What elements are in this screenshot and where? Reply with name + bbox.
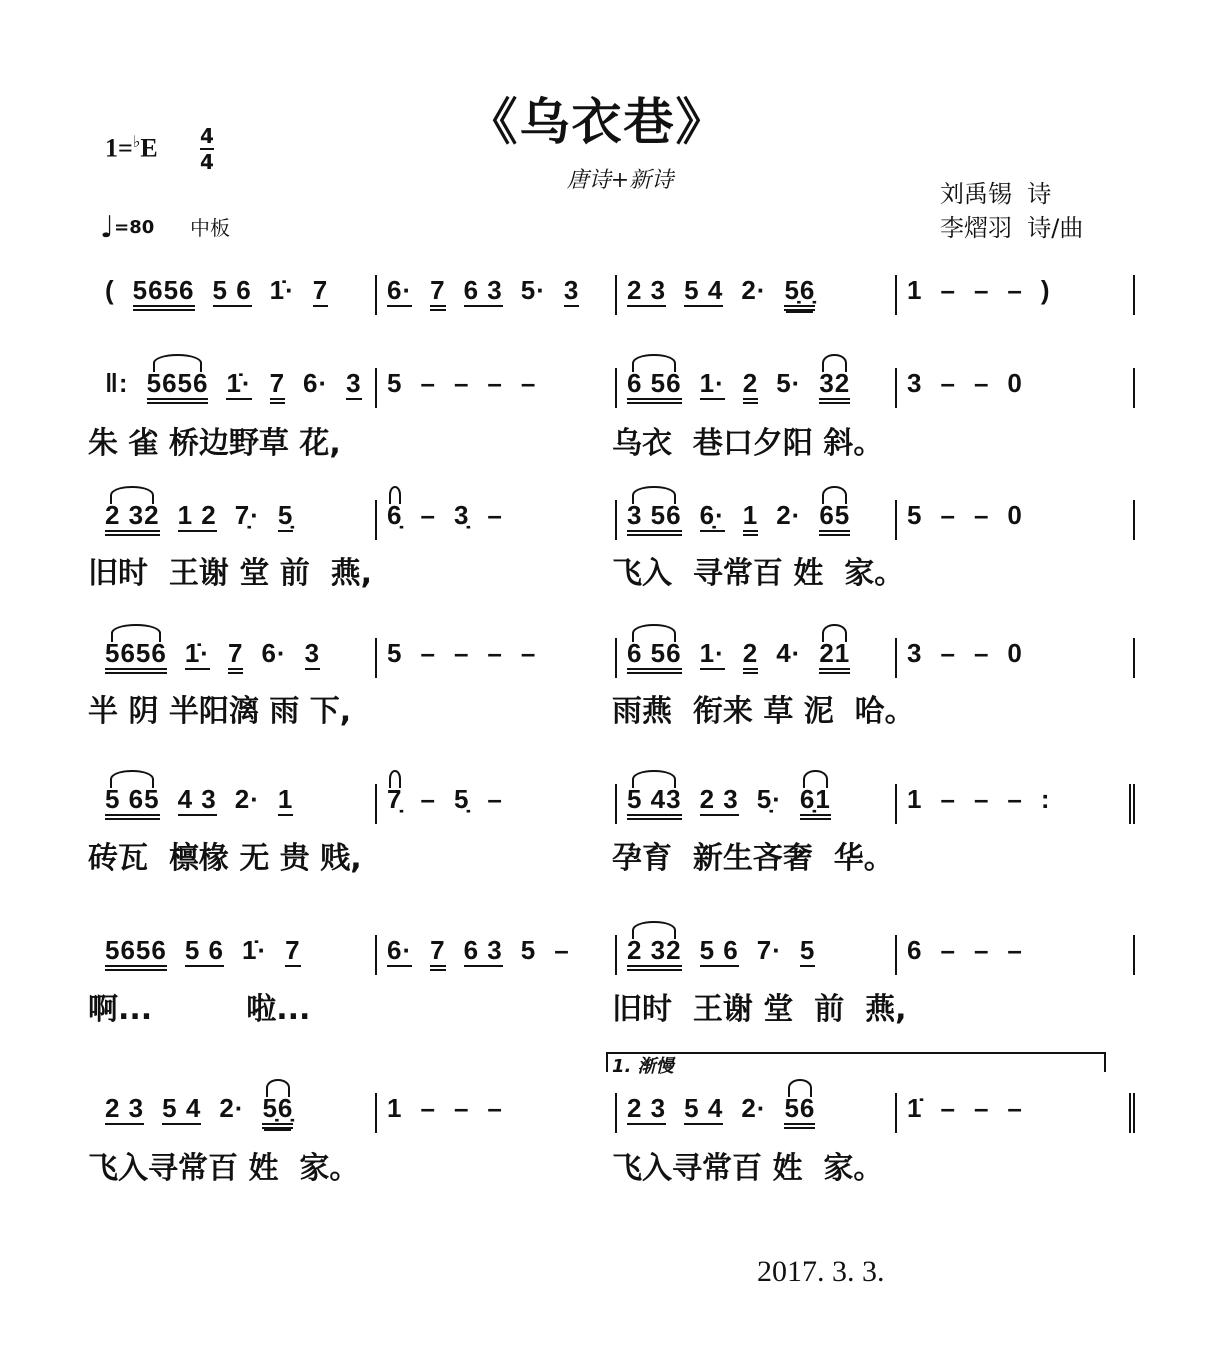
note-group: – xyxy=(973,638,990,668)
note-group: – xyxy=(1007,275,1023,305)
slurred-note-group: 21 xyxy=(819,638,850,674)
slurred-note-group: 5 65 xyxy=(105,784,160,820)
note-group: 1̇· xyxy=(184,638,210,668)
note-group: 7· xyxy=(756,935,782,965)
note-group: – xyxy=(420,1093,436,1123)
note-group: 1· xyxy=(699,368,725,398)
note-group: 2· xyxy=(741,275,767,305)
score-line xyxy=(95,500,1135,540)
note-group: – xyxy=(453,638,470,668)
note-group: 1̇· xyxy=(269,275,295,305)
note-group: – xyxy=(940,1093,956,1123)
note-group: ) xyxy=(1040,275,1051,305)
note-group: – xyxy=(1007,1093,1023,1123)
note-group: 1̇· xyxy=(226,368,252,398)
author-line-1: 刘禹锡 诗 xyxy=(940,180,1052,208)
note-group: 5 6 xyxy=(699,935,739,965)
meter-top: 4 xyxy=(200,124,214,148)
note-group: – xyxy=(487,368,503,398)
lyric-line: 啊... 啦... xyxy=(88,992,311,1027)
measure xyxy=(615,1093,895,1133)
tempo-value: =80 xyxy=(114,217,155,238)
note-group: – xyxy=(487,638,503,668)
note-group: 3 xyxy=(563,275,580,305)
slurred-note-group: 6̣1 xyxy=(800,784,831,820)
slurred-note-group: 2 32 xyxy=(105,500,160,536)
note-group: 3 xyxy=(346,368,362,398)
slurred-note-group: 3 56 xyxy=(627,500,682,536)
measure xyxy=(615,638,895,678)
note-group: – xyxy=(520,368,537,398)
lyric-line: 朱 雀 桥边野草 花, xyxy=(88,426,341,461)
measure xyxy=(895,500,1135,540)
measure xyxy=(615,500,895,540)
note-group: 0 xyxy=(1007,638,1023,668)
note-group: 1̇· xyxy=(242,935,268,965)
note-group: 5· xyxy=(520,275,546,305)
score-line xyxy=(95,784,1135,824)
score-subtitle: 唐诗+新诗 xyxy=(566,168,674,193)
note-group: 5 xyxy=(799,935,816,965)
slurred-note-group: 5 43 xyxy=(627,784,682,820)
measure xyxy=(375,1093,615,1133)
note-group: 2 3 xyxy=(699,784,739,814)
note-group: 7 xyxy=(285,935,301,965)
measure xyxy=(375,935,615,975)
note-group: 7 xyxy=(270,368,285,404)
note-group: 5 4 xyxy=(684,1093,724,1123)
note-group: – xyxy=(1007,935,1023,965)
lyric-line: 半 阴 半阳漓 雨 下, xyxy=(88,694,352,729)
measure xyxy=(95,784,375,824)
note-group: 1 xyxy=(907,784,923,814)
note-group: 6· xyxy=(303,368,329,398)
score-line xyxy=(95,1093,1135,1133)
note-group: 3̣ xyxy=(453,500,470,530)
note-group: 2 3 xyxy=(627,275,667,305)
measure xyxy=(95,275,375,315)
note-group: – xyxy=(554,935,570,965)
note-group: – xyxy=(973,500,990,530)
slurred-note-group: 2 32 xyxy=(627,935,682,971)
note-group: 5 4 xyxy=(162,1093,202,1123)
slurred-note-group: 5̣6̣ xyxy=(262,1093,293,1129)
note-group: 7 xyxy=(228,638,243,674)
note-group: 5656 xyxy=(105,935,167,971)
note-group: 0 xyxy=(1007,368,1023,398)
slurred-note-group: 65 xyxy=(819,500,850,536)
volta-bracket xyxy=(606,1052,1106,1077)
date: 2017. 3. 3. xyxy=(757,1255,885,1288)
note-group: 5 xyxy=(907,500,923,530)
slurred-note-group: 6̣ xyxy=(387,500,403,530)
note-group: – xyxy=(420,368,436,398)
measure xyxy=(95,500,375,540)
lyric-line: 孕育 新生吝奢 华。 xyxy=(612,841,894,876)
score-line xyxy=(95,275,1135,315)
lyric-line: 飞入 寻常百 姓 家。 xyxy=(612,556,905,591)
slurred-note-group: 56 xyxy=(784,1093,815,1129)
measure xyxy=(895,784,1135,824)
measure xyxy=(375,500,615,540)
lyric-line: 雨燕 衔来 草 泥 哈。 xyxy=(612,694,915,729)
note-group: 7̣· xyxy=(234,500,260,530)
note-group: 5 6 xyxy=(184,935,224,965)
note-group: 1 2 xyxy=(177,500,217,530)
note-group: 5̣· xyxy=(756,784,782,814)
note-group: 3 xyxy=(304,638,321,668)
note-group: – xyxy=(453,1093,470,1123)
note-group: – xyxy=(973,935,990,965)
note-group: 1 xyxy=(387,1093,403,1123)
note-group: 6̣· xyxy=(699,500,725,530)
measure xyxy=(615,784,895,824)
note-group: – xyxy=(940,368,956,398)
note-group: 5̣6̣ xyxy=(784,275,815,311)
note-group: – xyxy=(973,368,990,398)
note-group: ‖: xyxy=(105,368,129,398)
note-group: 7 xyxy=(430,275,445,311)
time-signature xyxy=(200,124,214,174)
note-group: 2· xyxy=(219,1093,245,1123)
note-group: – xyxy=(420,500,436,530)
note-group: 6 3 xyxy=(463,935,503,965)
measure xyxy=(95,1093,375,1133)
flat-icon: ♭ xyxy=(132,134,141,151)
note-group: 1 xyxy=(907,275,923,305)
measure xyxy=(375,275,615,315)
key-note: E xyxy=(140,133,158,163)
measure xyxy=(95,638,375,678)
note-group: 2 3 xyxy=(105,1093,145,1123)
note-group: 2· xyxy=(234,784,260,814)
score-line xyxy=(95,935,1135,975)
note-group: 6· xyxy=(387,275,413,305)
note-group: 5656 xyxy=(133,275,195,311)
measure xyxy=(95,935,375,975)
note-group: – xyxy=(973,1093,990,1123)
note-group: 4 3 xyxy=(177,784,217,814)
slurred-note-group: 5656 xyxy=(105,638,167,674)
tempo-word: 中板 xyxy=(190,216,230,240)
lyric-line: 飞入寻常百 姓 家。 xyxy=(88,1151,360,1186)
measure xyxy=(615,368,895,408)
meter-bottom: 4 xyxy=(200,150,214,174)
note-group: – xyxy=(1007,784,1023,814)
lyric-line: 旧时 王谢 堂 前 燕, xyxy=(612,992,907,1027)
note-group: 2 xyxy=(743,638,758,674)
slurred-note-group: 6 56 xyxy=(627,638,682,674)
note-group: ( xyxy=(105,275,115,305)
tempo-marking xyxy=(100,210,154,245)
note-group: – xyxy=(453,368,470,398)
note-group: 6· xyxy=(387,935,413,965)
note-group: 5 xyxy=(387,638,403,668)
score-line xyxy=(95,368,1135,408)
note-group: 1̇ xyxy=(907,1093,923,1123)
note-group: – xyxy=(973,275,990,305)
measure xyxy=(95,368,375,408)
note-group: – xyxy=(973,784,990,814)
measure xyxy=(895,638,1135,678)
note-group: 6 xyxy=(907,935,923,965)
key-label: 1= xyxy=(105,133,133,163)
measure xyxy=(375,368,615,408)
note-group: 2 3 xyxy=(627,1093,667,1123)
note-group: 4· xyxy=(776,638,802,668)
note-group: – xyxy=(420,784,436,814)
note-group: 5̣ xyxy=(277,500,294,530)
lyric-line: 乌衣 巷口夕阳 斜。 xyxy=(612,426,884,461)
note-group: – xyxy=(940,275,956,305)
key-signature xyxy=(105,132,158,164)
note-group: – xyxy=(940,935,956,965)
slurred-note-group: 6 56 xyxy=(627,368,682,404)
note-group: – xyxy=(487,784,503,814)
note-group: – xyxy=(940,638,956,668)
measure xyxy=(615,275,895,315)
note-group: – xyxy=(940,500,956,530)
note-group: 5 xyxy=(520,935,537,965)
note-group: 7 xyxy=(430,935,445,971)
measure xyxy=(375,784,615,824)
note-group: 1 xyxy=(743,500,758,536)
score-title: 《乌衣巷》 xyxy=(467,92,728,151)
quarter-note-icon: ♩ xyxy=(100,210,115,245)
note-group: 3 xyxy=(907,638,923,668)
score-line xyxy=(95,638,1135,678)
note-group: 7 xyxy=(312,275,329,305)
slurred-note-group: 7̣ xyxy=(387,784,403,814)
measure xyxy=(895,275,1135,315)
lyric-line: 旧时 王谢 堂 前 燕, xyxy=(88,556,373,591)
note-group: 3 xyxy=(907,368,923,398)
note-group: 6· xyxy=(261,638,287,668)
note-group: 6 3 xyxy=(463,275,503,305)
author-line-2: 李熠羽 诗/曲 xyxy=(940,214,1084,242)
note-group: 5 4 xyxy=(684,275,724,305)
note-group: – xyxy=(940,784,956,814)
note-group: 2· xyxy=(741,1093,767,1123)
note-group: 0 xyxy=(1007,500,1023,530)
note-group: 1· xyxy=(699,638,725,668)
note-group: 5 6 xyxy=(212,275,252,305)
measure xyxy=(615,935,895,975)
lyric-line: 飞入寻常百 姓 家。 xyxy=(612,1151,884,1186)
note-group: – xyxy=(487,1093,503,1123)
volta-label: 1. 渐慢 xyxy=(612,1056,674,1077)
slurred-note-group: 5656 xyxy=(147,368,209,404)
note-group: : xyxy=(1040,784,1051,814)
note-group: – xyxy=(487,500,503,530)
lyric-line: 砖瓦 檩椽 无 贵 贱, xyxy=(88,841,362,876)
note-group: 5̣ xyxy=(453,784,470,814)
slurred-note-group: 32 xyxy=(819,368,850,404)
note-group: 5 xyxy=(387,368,403,398)
measure xyxy=(895,935,1135,975)
note-group: – xyxy=(420,638,436,668)
note-group: 5· xyxy=(776,368,802,398)
measure xyxy=(895,368,1135,408)
measure xyxy=(895,1093,1135,1133)
note-group: 1 xyxy=(277,784,294,814)
note-group: – xyxy=(520,638,537,668)
measure xyxy=(375,638,615,678)
note-group: 2· xyxy=(776,500,802,530)
note-group: 2 xyxy=(743,368,758,404)
